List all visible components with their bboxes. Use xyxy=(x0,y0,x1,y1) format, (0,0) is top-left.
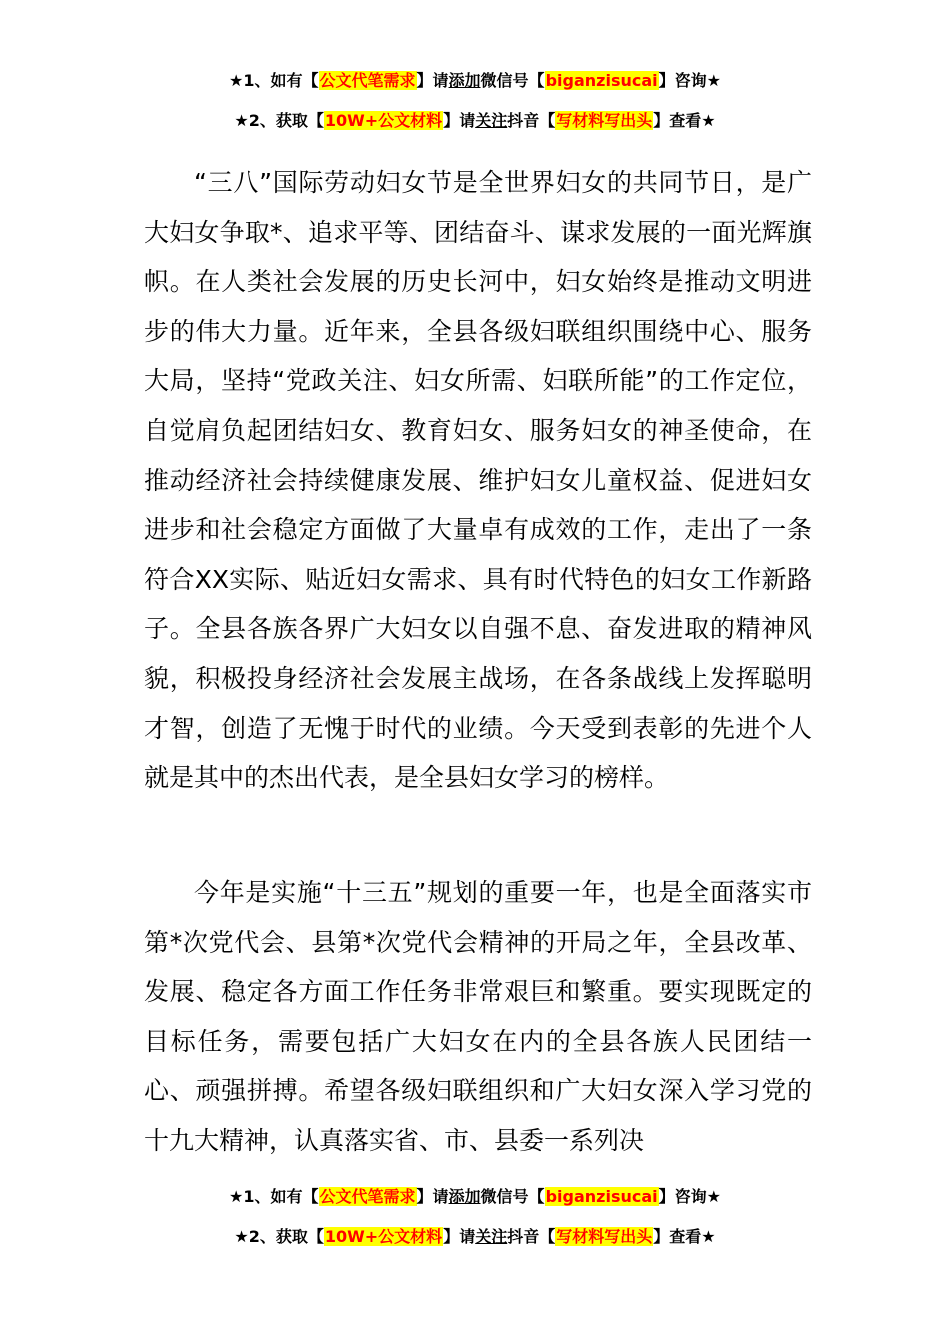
footer-line-2-mid2: 抖音【 xyxy=(507,1227,556,1246)
footer-line-1-mid: 】请 xyxy=(416,1187,449,1206)
header-line-2-mid2: 抖音【 xyxy=(507,111,556,130)
footer-line-2-mid: 】请 xyxy=(443,1227,476,1246)
header-line-2-mid: 】请 xyxy=(443,111,476,130)
header-line-2-prefix: ★2、获取【 xyxy=(234,111,324,130)
footer-line-1 xyxy=(0,1186,950,1208)
footer-line-1-prefix: ★1、如有【 xyxy=(229,1187,319,1206)
footer-line-2-suffix: 】查看★ xyxy=(653,1227,716,1246)
header-line-1-underlined: 添加 xyxy=(448,71,481,90)
footer-line-1-underlined: 添加 xyxy=(448,1187,481,1206)
header-line-1-prefix: ★1、如有【 xyxy=(229,71,319,90)
header-line-2-highlight-materials: 10W+公文材料 xyxy=(324,111,443,130)
footer-line-2-highlight-douyin: 写材料写出头 xyxy=(556,1227,653,1246)
header-line-2-underlined: 关注 xyxy=(475,111,508,130)
header-line-1-suffix: 】咨询★ xyxy=(658,71,721,90)
paragraph-2: 今年是实施“十三五”规划的重要一年，也是全面落实市第*次党代会、县第*次党代会精神的开局之年，全县改革、发展、稳定各方面工作任务非常艰巨和繁重。要实现既定的目标任务，需要包括广大妇女在内的全县各族人民团结一心、顽强拼搏。希望各级妇联组织和广大妇女深入学习党的十九大精神，认真落实省、市、县委一系列决 xyxy=(144,878,812,1155)
paragraph-1: “三八”国际劳动妇女节是全世界妇女的共同节日，是广大妇女争取*、追求平等、团结奋斗、谋求发展的一面光辉旗帜。在人类社会发展的历史长河中，妇女始终是推动文明进步的伟大力量。近年来，全县各级妇联组织围绕中心、服务大局，坚持“党政关注、妇女所需、妇联所能”的工作定位，自觉肩负起团结妇女、教育妇女、服务妇女的神圣使命，在推动经济社会持续健康发展、维护妇女儿童权益、促进妇女进步和社会稳定方面做了大量卓有成效的工作，走出了一条符合XX实际、贴近妇女需求、具有时代特色的妇女工作新路子。全县各族各界广大妇女以自强不息、奋发进取的精神风貌，积极投身经济社会发展主战场，在各条战线上发挥聪明才智，创造了无愧于时代的业绩。今天受到表彰的先进个人就是其中的杰出代表，是全县妇女学习的榜样。 xyxy=(144,168,812,793)
footer-line-1-mid2: 微信号【 xyxy=(480,1187,545,1206)
header-line-1-highlight-service: 公文代笔需求 xyxy=(319,71,416,90)
footer-line-2 xyxy=(0,1226,950,1248)
header-line-1-highlight-wechat: biganzisucai xyxy=(545,71,658,90)
header-line-1-mid: 】请 xyxy=(416,71,449,90)
header-line-2-suffix: 】查看★ xyxy=(653,111,716,130)
footer-line-2-highlight-materials: 10W+公文材料 xyxy=(324,1227,443,1246)
header-line-2-highlight-douyin: 写材料写出头 xyxy=(556,111,653,130)
footer-line-1-highlight-service: 公文代笔需求 xyxy=(319,1187,416,1206)
footer-line-2-prefix: ★2、获取【 xyxy=(234,1227,324,1246)
footer-line-1-suffix: 】咨询★ xyxy=(658,1187,721,1206)
footer-line-2-underlined: 关注 xyxy=(475,1227,508,1246)
footer-line-1-highlight-wechat: biganzisucai xyxy=(545,1187,658,1206)
header-line-2 xyxy=(0,110,950,132)
header-line-1 xyxy=(0,70,950,92)
header-line-1-mid2: 微信号【 xyxy=(480,71,545,90)
